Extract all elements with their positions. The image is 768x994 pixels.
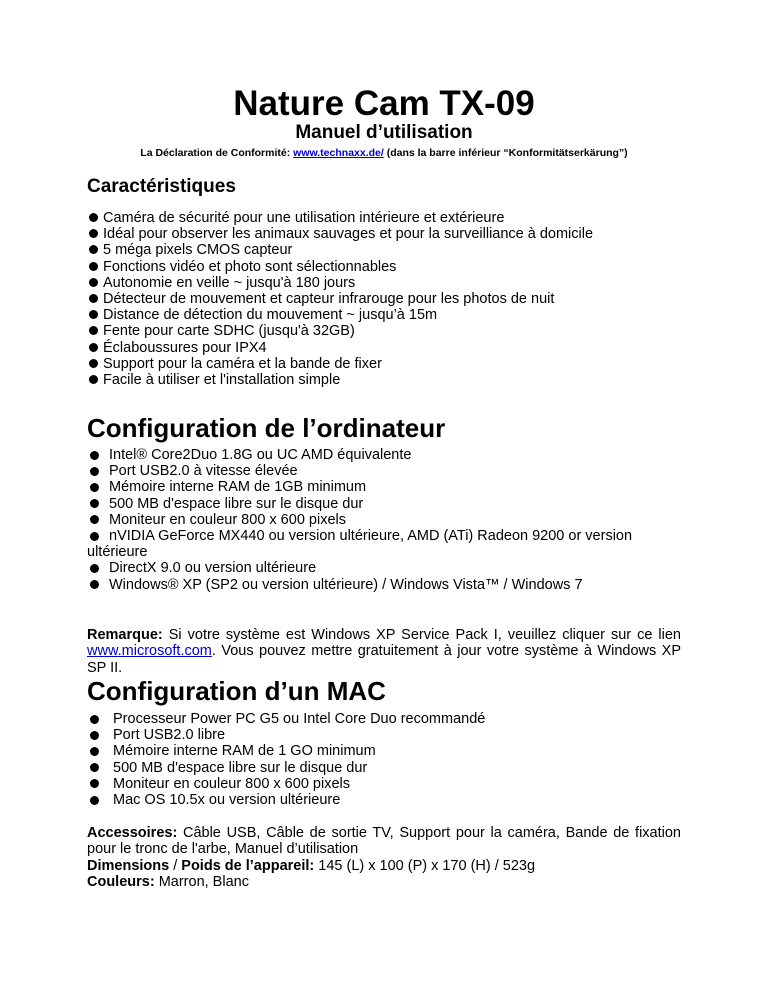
bullet-icon <box>90 731 99 740</box>
list-item: Moniteur en couleur 800 x 600 pixels <box>87 776 687 792</box>
mac-config-heading: Configuration d’un MAC <box>87 676 386 706</box>
microsoft-link[interactable]: www.microsoft.com <box>87 643 212 660</box>
bullet-icon <box>90 532 99 541</box>
declaration-suffix: (dans la barre inférieur “Konformitätserkärung”) <box>383 147 628 159</box>
bullet-icon <box>89 375 98 384</box>
list-item: Intel® Core2Duo 1.8G ou UC AMD équivalente <box>87 447 687 463</box>
bullet-icon <box>90 564 99 573</box>
bullet-icon <box>90 580 99 589</box>
bullet-icon <box>90 715 99 724</box>
pc-config-heading: Configuration de l’ordinateur <box>87 413 446 443</box>
list-item: Idéal pour observer les animaux sauvages et pour la surveilliance à domicile <box>87 226 687 242</box>
weight-label: Poids de l’appareil: <box>181 858 315 874</box>
bullet-icon <box>90 796 99 805</box>
bullet-icon <box>90 499 99 508</box>
list-item: Moniteur en couleur 800 x 600 pixels <box>87 512 687 528</box>
document-title: Nature Cam TX-09 <box>233 84 535 123</box>
declaration-line <box>0 147 768 160</box>
accessories-paragraph: Accessoires: Câble USB, Câble de sortie TV, Support pour la caméra, Bande de fixation pour le tronc de l'arbe, Manuel d’utilisation <box>87 825 681 858</box>
list-item: Facile à utiliser et l'installation simple <box>87 372 687 388</box>
declaration-prefix: La Déclaration de Conformité: <box>140 147 294 159</box>
list-item: 500 MB d'espace libre sur le disque dur <box>87 496 687 512</box>
pc-config-list <box>87 447 687 593</box>
list-item: Caméra de sécurité pour une utilisation intérieure et extérieure <box>87 210 687 226</box>
bullet-icon <box>90 483 99 492</box>
colors-line: Couleurs: Marron, Blanc <box>87 874 249 890</box>
list-item: DirectX 9.0 ou version ultérieure <box>87 560 687 576</box>
bullet-icon <box>90 467 99 476</box>
bullet-icon <box>89 262 98 271</box>
bullet-icon <box>89 213 98 222</box>
bullet-icon <box>89 278 98 287</box>
list-item: Windows® XP (SP2 ou version ultérieure) / Windows Vista™ / Windows 7 <box>87 577 687 593</box>
list-item: Mémoire interne RAM de 1GB minimum <box>87 479 687 495</box>
features-heading: Caractéristiques <box>87 176 236 197</box>
list-item: Port USB2.0 à vitesse élevée <box>87 463 687 479</box>
note-paragraph: Remarque: Si votre système est Windows XP Service Pack I, veuillez cliquer sur ce lien www.microsoft.com. Vous pouvez mettre gratuitement à jour votre système à Windows XP SP II. <box>87 627 681 676</box>
bullet-icon <box>89 310 98 319</box>
bullet-icon <box>89 326 98 335</box>
list-item: Port USB2.0 libre <box>87 727 687 743</box>
list-item: Autonomie en veille ~ jusqu'à 180 jours <box>87 275 687 291</box>
list-item: nVIDIA GeForce MX440 ou version ultérieure, AMD (ATi) Radeon 9200 or version ultérieure <box>87 528 633 561</box>
list-item: Fonctions vidéo et photo sont sélectionnables <box>87 259 687 275</box>
bullet-icon <box>89 294 98 303</box>
list-item: 5 méga pixels CMOS capteur <box>87 242 687 258</box>
accessories-label: Accessoires: <box>87 825 178 841</box>
bullet-icon <box>89 245 98 254</box>
list-item: 500 MB d'espace libre sur le disque dur <box>87 760 687 776</box>
mac-config-list <box>87 711 687 808</box>
technaxx-link[interactable]: www.technaxx.de/ <box>293 147 384 159</box>
list-item: Processeur Power PC G5 ou Intel Core Duo recommandé <box>87 711 687 727</box>
note-label: Remarque: <box>87 627 163 643</box>
bullet-icon <box>90 515 99 524</box>
colors-label: Couleurs: <box>87 874 155 890</box>
bullet-icon <box>89 343 98 352</box>
list-item: Éclaboussures pour IPX4 <box>87 340 687 356</box>
features-list <box>87 210 687 388</box>
list-item: Détecteur de mouvement et capteur infrarouge pour les photos de nuit <box>87 291 687 307</box>
bullet-icon <box>90 763 99 772</box>
bullet-icon <box>89 229 98 238</box>
list-item: Mac OS 10.5x ou version ultérieure <box>87 792 687 808</box>
dimensions-label: Dimensions <box>87 858 170 874</box>
document-subtitle: Manuel d’utilisation <box>295 122 473 143</box>
bullet-icon <box>90 779 99 788</box>
list-item: Support pour la caméra et la bande de fixer <box>87 356 687 372</box>
list-item: Fente pour carte SDHC (jusqu'à 32GB) <box>87 323 687 339</box>
bullet-icon <box>89 359 98 368</box>
bullet-icon <box>90 747 99 756</box>
list-item: Distance de détection du mouvement ~ jusqu’à 15m <box>87 307 687 323</box>
list-item: Mémoire interne RAM de 1 GO minimum <box>87 743 687 759</box>
dimensions-line: Dimensions / Poids de l’appareil: 145 (L) x 100 (P) x 170 (H) / 523g <box>87 858 536 874</box>
bullet-icon <box>90 451 99 460</box>
